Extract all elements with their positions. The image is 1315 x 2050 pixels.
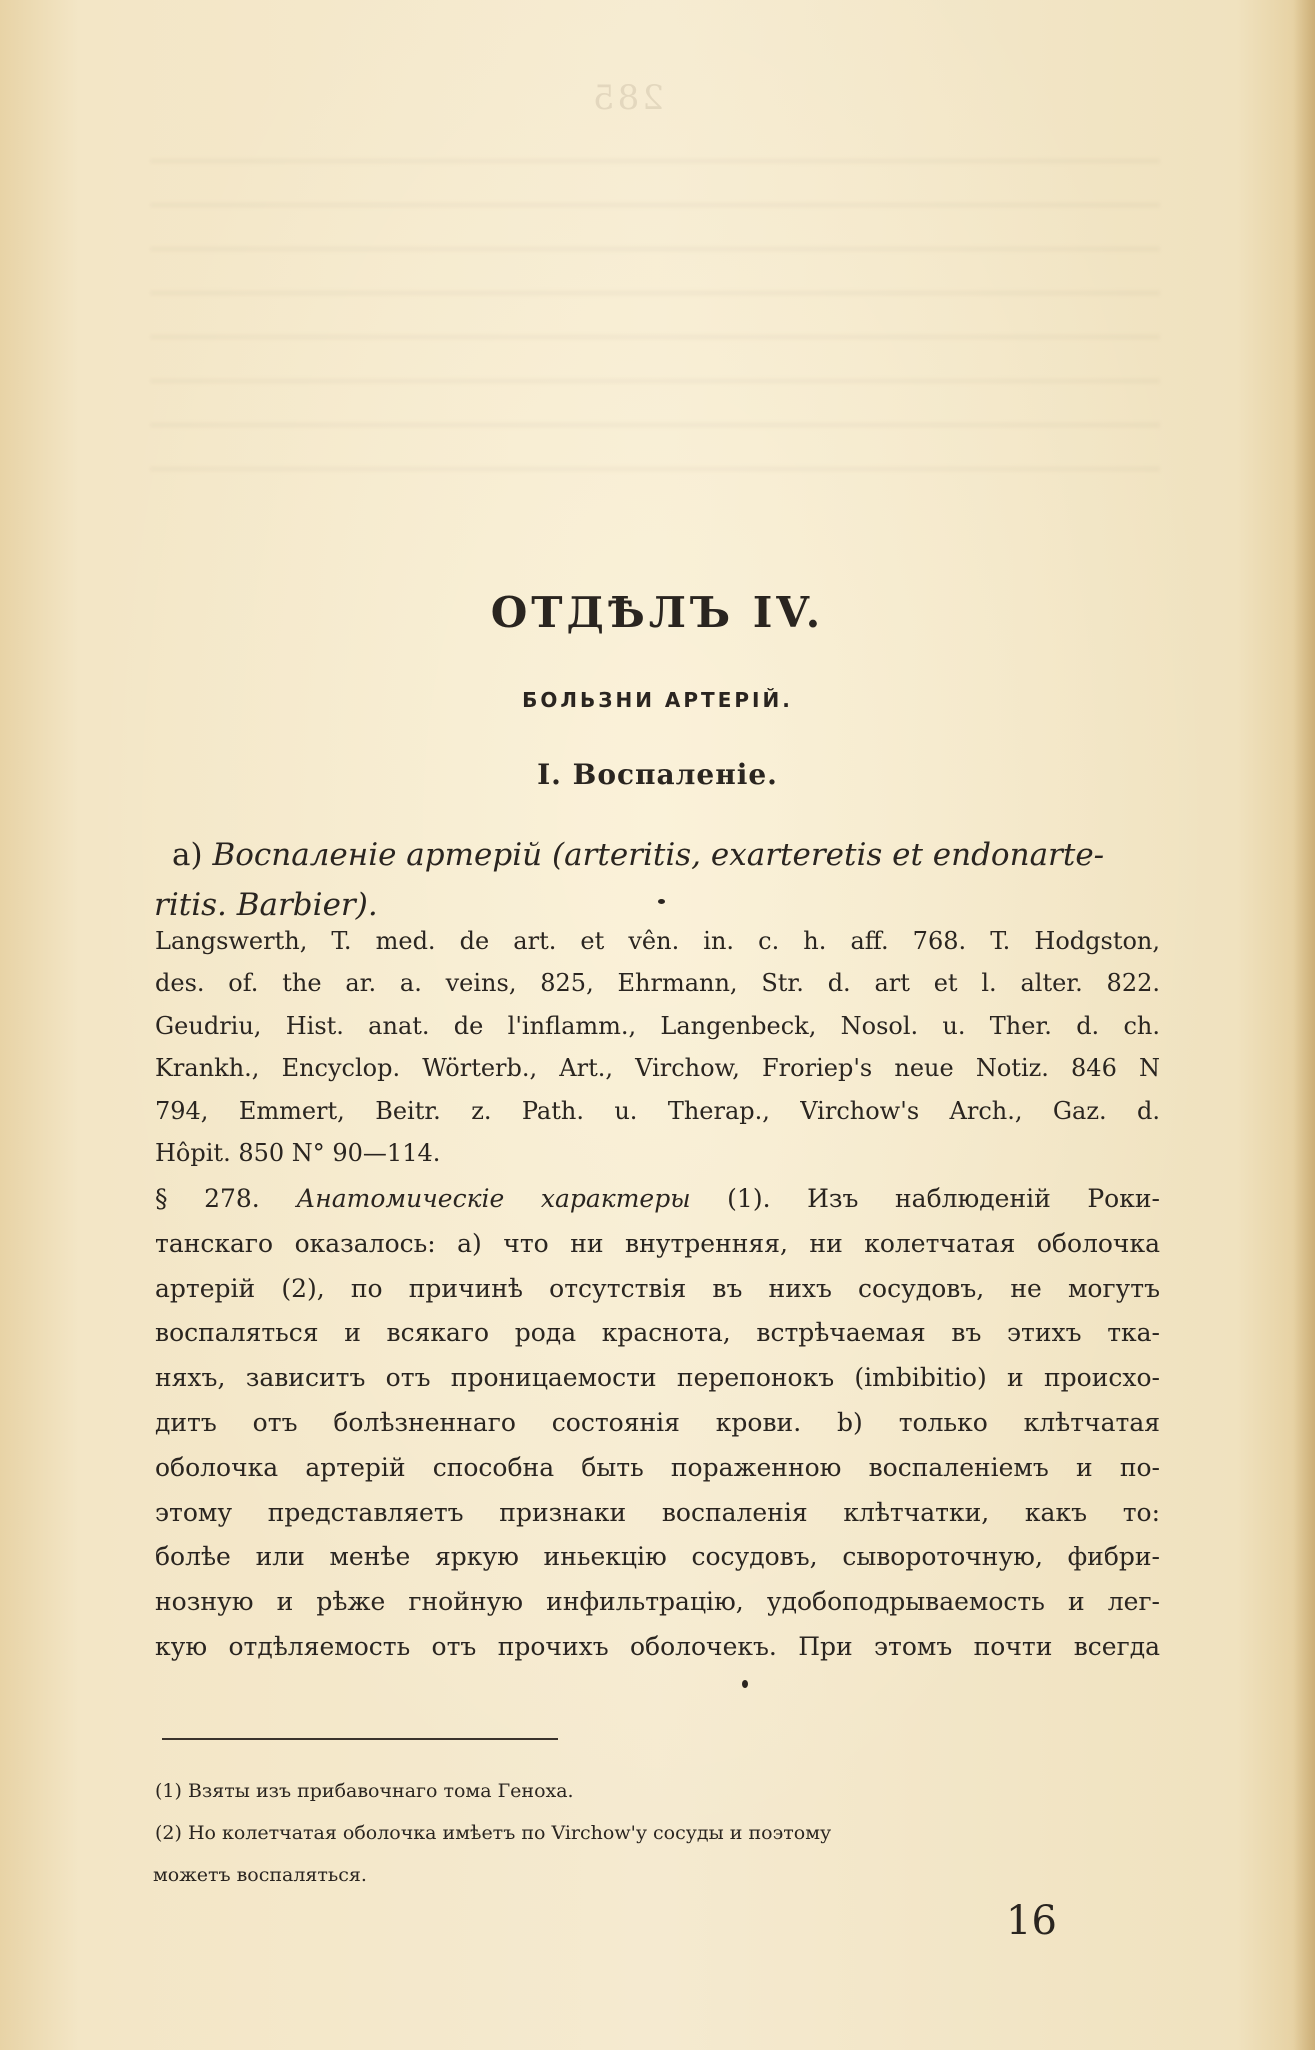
paragraph-line: артерій (2), по причинѣ отсутствія въ нихъ сосудовъ, не могутъ [155, 1273, 1160, 1303]
footnote-1 [155, 1770, 1155, 1812]
paragraph-line: нозную и рѣже гнойную инфильтрацію, удобоподрываемость и лег- [155, 1587, 1160, 1617]
section-title: ОТДѢЛЪ IV. [490, 588, 825, 637]
topic-title-latin: (arteritis, exarteretis et endonarte- [551, 837, 1105, 873]
footnote-2 [155, 1812, 1155, 1854]
paragraph-line: дитъ отъ болѣзненнаго состоянія крови. b) только клѣтчатая [155, 1407, 1160, 1437]
reference-line: Langswerth, T. med. de art. et vên. in. c. h. aff. 768. T. Hodgston, [155, 927, 1160, 955]
bleed-through-text [150, 135, 1160, 505]
reference-line: des. of. the ar. a. veins, 825, Ehrmann, Str. d. art et l. alter. 822. [155, 969, 1160, 998]
topic-heading [154, 830, 1172, 930]
body-paragraph [155, 1177, 1160, 1670]
page-edge-shadow [1293, 0, 1315, 2050]
subsection-heading: I. Воспаленіе. [537, 758, 778, 791]
bleed-through-page-number: 285 [590, 78, 664, 118]
section-number: § 278. [155, 1184, 260, 1213]
references-block [155, 920, 1160, 1174]
paragraph-line: танскаго оказалось: а) что ни внутренняя, ни колетчатая оболочка [155, 1228, 1160, 1258]
footnote-divider [162, 1738, 558, 1740]
topic-title-ru: Воспаленіе артерій [212, 837, 543, 873]
topic-marker: а) [172, 837, 203, 873]
paragraph-line: воспаляться и всякаго рода краснота, встрѣчаемая въ этихъ тка- [155, 1318, 1160, 1348]
paragraph-italic-title: Анатомическіе характеры [296, 1184, 691, 1213]
footnote-text: Но колетчатая оболочка имѣетъ по Virchow'у сосуды и поэтому [187, 1822, 832, 1844]
footnote-text: Взяты изъ прибавочнаго тома Геноха. [187, 1780, 574, 1802]
footnote-marker: (2) [155, 1822, 182, 1844]
paragraph-line: няхъ, зависитъ отъ проницаемости перепонокъ (imbibitio) и происхо- [155, 1363, 1160, 1393]
reference-line: 794, Emmert, Beitr. z. Path. u. Therap., Virchow's Arch., Gaz. d. [155, 1096, 1160, 1125]
reference-line: Geudriu, Hist. anat. de l'inflamm., Langenbeck, Nosol. u. Ther. d. ch. [155, 1011, 1160, 1040]
paragraph-line: оболочка артерій способна быть пораженною воспаленіемъ и по- [155, 1452, 1160, 1482]
paragraph-line: кую отдѣляемость отъ прочихъ оболочекъ. При этомъ почти всегда [155, 1631, 1160, 1661]
footnotes-block [155, 1770, 1155, 1896]
reference-line: Krankh., Encyclop. Wörterb., Art., Virchow, Froriep's neue Notiz. 846 N [155, 1054, 1160, 1083]
paragraph-line: этому представляетъ признаки воспаленія клѣтчатки, какъ то: [155, 1497, 1160, 1527]
paragraph-line: болѣе или менѣе яркую иньекцію сосудовъ, сывороточную, фибри- [155, 1542, 1160, 1572]
paragraph-line: (1). Изъ наблюденій Роки- [727, 1184, 1160, 1213]
ink-speck [742, 1680, 748, 1688]
page-number: 16 [1006, 1898, 1057, 1944]
ink-speck [658, 899, 665, 904]
reference-line: Hôpit. 850 N° 90—114. [155, 1139, 441, 1168]
paragraph-first-line [155, 1177, 1160, 1222]
footnote-2-continuation: можетъ воспаляться. [153, 1864, 367, 1886]
section-subtitle: БОЛЬЗНИ АРТЕРІЙ. [522, 688, 793, 712]
footnote-marker: (1) [155, 1780, 182, 1802]
topic-title-latin-cont: ritis. Barbier). [154, 887, 378, 923]
